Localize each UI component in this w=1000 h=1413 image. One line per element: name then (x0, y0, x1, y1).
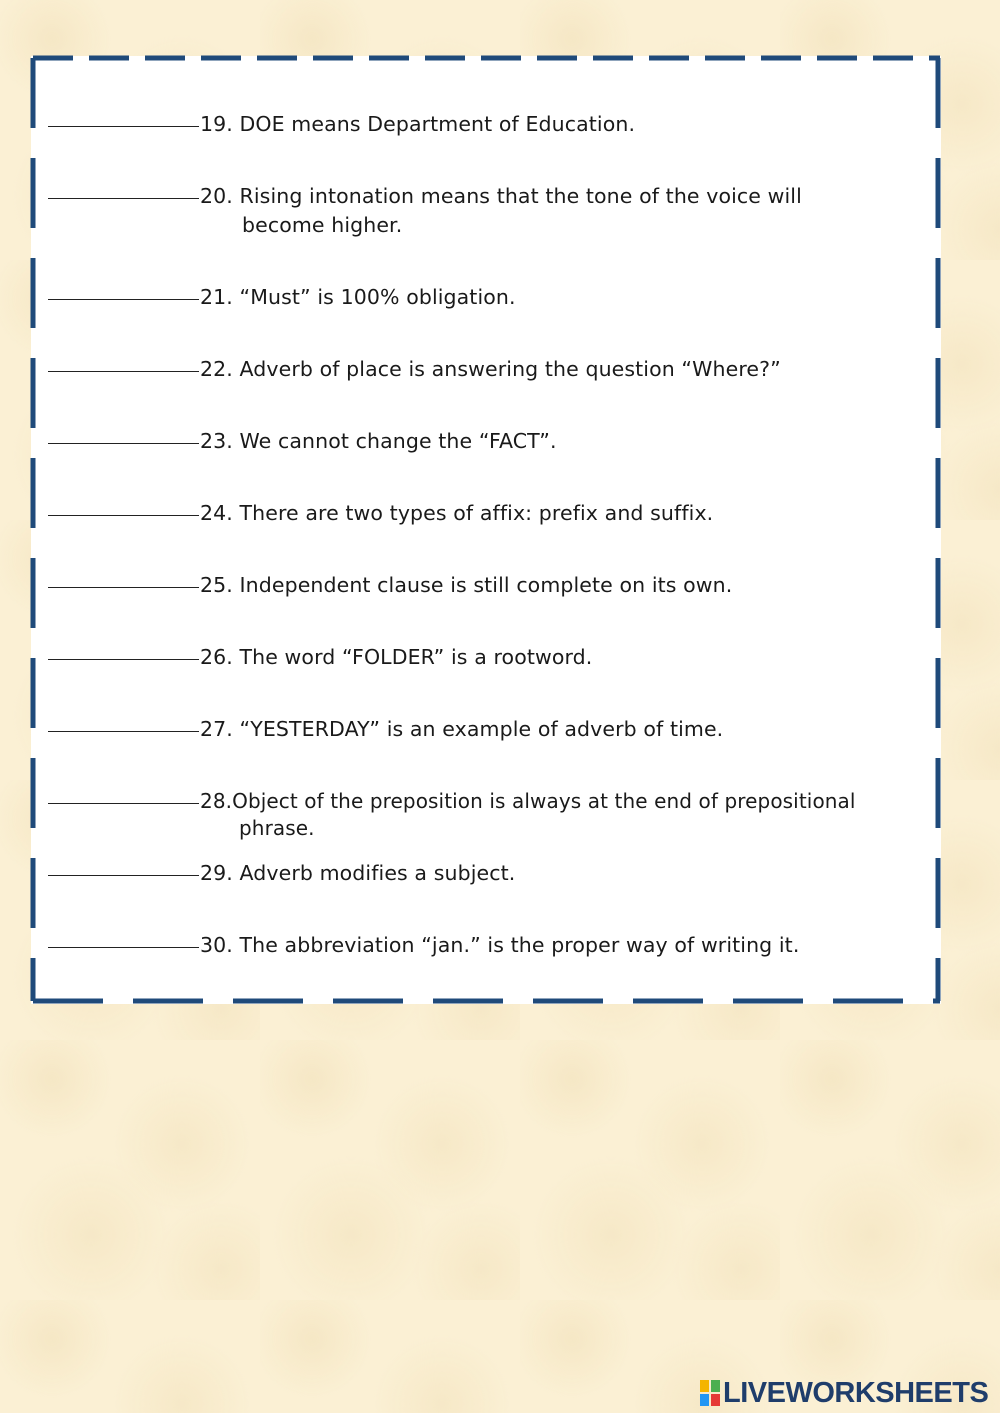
question-23 (48, 427, 938, 456)
question-text: 21. “Must” is 100% obligation. (200, 285, 516, 309)
question-text: 27. “YESTERDAY” is an example of adverb of time. (200, 717, 724, 741)
question-text: 28.Object of the preposition is always at the end of prepositional (200, 789, 856, 813)
question-text: 30. The abbreviation “jan.” is the proper way of writing it. (200, 933, 800, 957)
answer-blank-28[interactable] (48, 803, 199, 804)
question-24 (48, 499, 938, 528)
question-text: 20. Rising intonation means that the tone of the voice will (200, 184, 802, 208)
question-26 (48, 643, 938, 672)
question-27 (48, 715, 938, 744)
question-continuation: become higher. (242, 213, 403, 237)
question-22 (48, 355, 938, 384)
question-text: 19. DOE means Department of Education. (200, 112, 636, 136)
question-19 (48, 110, 938, 139)
question-text: 22. Adverb of place is answering the question “Where?” (200, 357, 781, 381)
answer-blank-29[interactable] (48, 875, 199, 876)
answer-blank-26[interactable] (48, 659, 199, 660)
question-28 (48, 787, 938, 843)
question-25 (48, 571, 938, 600)
question-continuation: phrase. (239, 816, 315, 840)
answer-blank-21[interactable] (48, 299, 199, 300)
question-text: 23. We cannot change the “FACT”. (200, 429, 557, 453)
question-text: 26. The word “FOLDER” is a rootword. (200, 645, 593, 669)
logo-text: LIVEWORKSHEETS (723, 1377, 989, 1409)
liveworksheets-logo (700, 1378, 988, 1408)
question-30 (48, 931, 938, 960)
answer-blank-25[interactable] (48, 587, 199, 588)
answer-blank-20[interactable] (48, 198, 199, 199)
question-29 (48, 859, 938, 888)
question-text: 25. Independent clause is still complete on its own. (200, 573, 733, 597)
answer-blank-27[interactable] (48, 731, 199, 732)
question-20 (48, 182, 938, 240)
answer-blank-19[interactable] (48, 126, 199, 127)
question-text: 24. There are two types of affix: prefix and suffix. (200, 501, 714, 525)
liveworksheets-logo-icon (700, 1380, 720, 1406)
answer-blank-22[interactable] (48, 371, 199, 372)
answer-blank-24[interactable] (48, 515, 199, 516)
question-21 (48, 283, 938, 312)
answer-blank-23[interactable] (48, 443, 199, 444)
question-text: 29. Adverb modifies a subject. (200, 861, 516, 885)
answer-blank-30[interactable] (48, 947, 199, 948)
